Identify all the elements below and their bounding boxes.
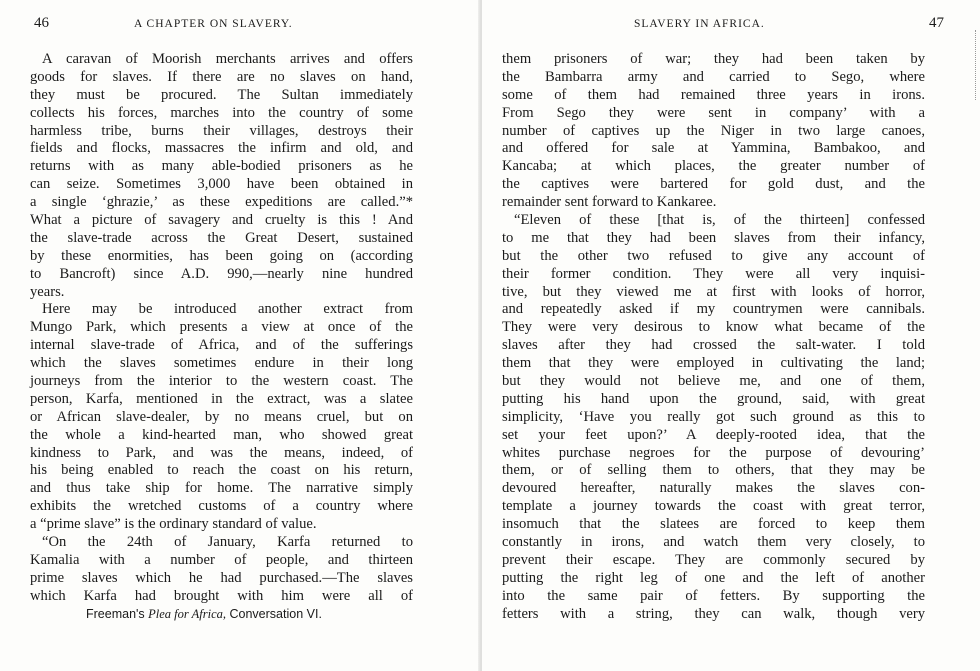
text-line: devoured hereafter, naturally makes the slaves con- (502, 480, 925, 497)
text-line: them that they were employed in cultivating the land; (502, 355, 925, 372)
text-line: goods for slaves. If there are no slaves on hand, (30, 68, 413, 85)
text-line: Kancaba; at which places, the greater number of (502, 158, 925, 175)
text-line: them, or of selling them to others, that they may be (502, 462, 925, 479)
text-line: remainder sent forward to Kankaree. (502, 194, 717, 211)
text-line: Kamalia with a number of people, and thirteen (30, 551, 413, 568)
footnote-title: Plea for Africa, (148, 607, 227, 621)
text-line: putting the right leg of one and the left of another (502, 569, 925, 586)
text-line: prime slaves which he had purchased.—The slaves (30, 569, 413, 586)
left-page-body (30, 51, 413, 606)
text-line: number of captives up the Niger in two large canoes, (502, 122, 925, 139)
footnote (86, 607, 322, 622)
text-line: A caravan of Moorish merchants arrives and offers (42, 51, 413, 67)
text-line: his being enabled to reach the coast on his return, (30, 462, 413, 479)
text-line: but the other two refused to give any account of (502, 247, 925, 264)
text-line: They were very desirous to know what became of the (502, 319, 925, 336)
text-line: and repeatedly asked if my countrymen were cannibals. (502, 301, 925, 318)
text-line: to Bancroft) since A.D. 990,—nearly nine hundred (30, 265, 413, 282)
footnote-prefix: Freeman's (86, 607, 149, 621)
text-line: can seize. Sometimes 3,000 have been obtained in (30, 176, 413, 193)
text-line: some of them had remained three years in irons. (502, 86, 925, 103)
running-head-right: SLAVERY IN AFRICA. (634, 18, 765, 30)
right-page-header (504, 15, 944, 38)
text-line: simplicity, ‘Have you really got such ground as this to (502, 408, 925, 425)
text-line: a single ‘ghrazie,’ as these expeditions are called.”* (30, 194, 413, 211)
text-line: and offered for sale at Yammina, Bambakoo, and (502, 140, 925, 157)
page-number-right: 47 (929, 15, 944, 31)
text-line: set your feet upon?’ A deeply-rooted idea, that the (502, 426, 925, 443)
text-line: they must be procured. The Sultan immediately (30, 86, 413, 103)
text-line: kindness to Park, and was the means, indeed, of (30, 444, 413, 461)
text-line: “Eleven of these [that is, of the thirteen] confessed (514, 212, 925, 229)
text-line: constantly in irons, and watch them very closely, to (502, 534, 925, 551)
text-line: From Sego they were sent in company’ with a (502, 104, 925, 121)
text-line: to me that they had been slaves from their infancy, (502, 229, 925, 246)
text-line: the Bambarra army and carried to Sego, where (502, 68, 925, 85)
left-page (0, 0, 480, 671)
text-line: tive, but they viewed me at first with looks of horror, (502, 283, 925, 300)
text-line: a “prime slave” is the ordinary standard of value. (30, 516, 317, 533)
text-line: and thus take ship for home. The narrative simply (30, 480, 413, 497)
text-line: Here may be introduced another extract from (42, 301, 413, 318)
text-line: person, Karfa, mentioned in the extract, was a slatee (30, 390, 413, 407)
text-line: fields and flocks, massacres the infirm and old, and (30, 140, 413, 157)
text-line: exhibits the wretched customs of a country where (30, 498, 413, 515)
text-line: them prisoners of war; they had been taken by (502, 51, 925, 67)
text-line: the whole a kind-hearted man, who showed great (30, 426, 413, 443)
text-line: fetters with a string, they can walk, though very (502, 605, 925, 622)
text-line: template a journey towards the coast with great terror, (502, 498, 925, 515)
right-page-body (502, 51, 925, 624)
right-page (482, 0, 980, 671)
margin-mark (973, 30, 976, 100)
text-line: What a picture of savagery and cruelty is this ! And (30, 212, 413, 229)
text-line: years. (30, 283, 65, 300)
text-line: or African slave-dealer, by no means cruel, but on (30, 408, 413, 425)
text-line: the slave-trade across the Great Desert, sustained (30, 229, 413, 246)
text-line: which Karfa had brought with him were all of (30, 587, 413, 604)
text-line: but they would not believe me, and one of them, (502, 373, 925, 390)
text-line: harmless tribe, burns their villages, destroys their (30, 122, 413, 139)
page-number-left: 46 (34, 15, 49, 31)
text-line: insomuch that the slatees are forced to keep them (502, 516, 925, 533)
text-line: whites purchase negroes for the purpose of devouring’ (502, 444, 925, 461)
text-line: collects his forces, marches into the country of some (30, 104, 413, 121)
text-line: their former condition. They were all very inquisi- (502, 265, 925, 282)
left-page-header (34, 15, 424, 38)
text-line: returns with as many able-bodied prisoners as he (30, 158, 413, 175)
text-line: the captives were bartered for gold dust, and the (502, 176, 925, 193)
text-line: putting his hand upon the ground, said, with great (502, 390, 925, 407)
footnote-suffix: Conversation VI. (226, 607, 322, 621)
text-line: which the slaves sometimes endure in their long (30, 355, 413, 372)
text-line: internal slave-trade of Africa, and of the sufferings (30, 337, 413, 354)
text-line: journeys from the interior to the western coast. The (30, 373, 413, 390)
running-head-left: A CHAPTER ON SLAVERY. (134, 18, 293, 30)
text-line: by these enormities, has been going on (according (30, 247, 413, 264)
text-line: slaves after they had crossed the salt-water. I told (502, 337, 925, 354)
text-line: “On the 24th of January, Karfa returned to (42, 534, 413, 551)
text-line: into the same pair of fetters. By supporting the (502, 587, 925, 604)
text-line: prevent their escape. They are commonly secured by (502, 551, 925, 568)
text-line: Mungo Park, which presents a view at once of the (30, 319, 413, 336)
